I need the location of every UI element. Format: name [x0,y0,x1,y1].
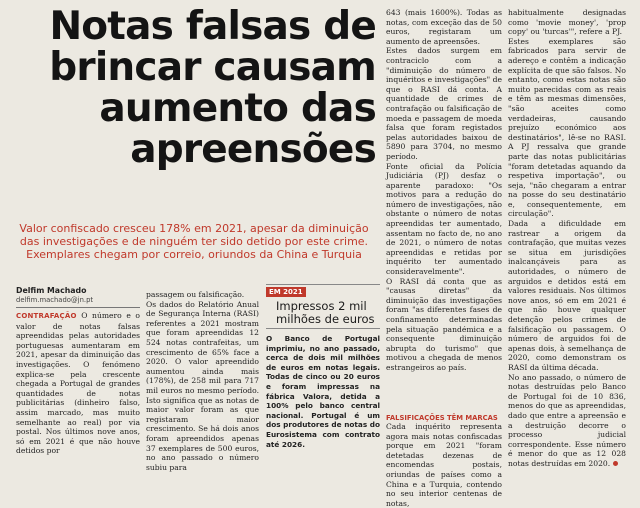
sidebar-body: O Banco de Portugal imprimiu, no ano passado, cerca de dois mil milhões de euros em notas legais. Todas de cinco ou 20 euros e foram impressas na fábrica Valora, detida a 100% pelo banco central nacional. Portugal é um dos produtores de notas do Eurosistema com contrato até 2026. [266,334,380,449]
column-1-text [16,311,140,456]
lead-paragraph: Valor confiscado cresceu 178% em 2021, apesar da diminuição das investigações e de ninguém ter sido detido por este crime. Exemplares chegam por correio, oriundos da China e Turquia [19,222,369,261]
column-3-body-continued: Cada inquérito representa agora mais notas confiscadas porque em 2021 "foram detetadas dezenas de encomendas postais, oriundas de países como a China e a Turquia, contendo no seu interior centenas de notas, [386,422,502,508]
column-2-body: passagem ou falsificação. Os dados do Relatório Anual de Segurança Interna (RASI) referentes a 2021 mostram que foram apreendidas 12 524 notas contrafeitas, um crescimento de 65% face a 2020. O valor apreendido aumentou ainda mais (178%), de 258 mil para 717 mil euros no mesmo período. Isto significa que as notas de maior valor foram as que registaram maior crescimento. Se há dois anos foram apreendidos apenas 37 exemplares de 500 euros, no ano passado o número subiu para [146,290,259,472]
headline-line-4: apreensões [130,127,376,172]
article-column-3 [386,8,502,508]
article-column-2 [146,290,259,487]
article-column-1 [16,311,140,487]
headline-line-1: Notas falsas de [49,4,376,49]
sidebar-title: Impressos 2 mil milhões de euros [276,299,375,326]
column-4-text [508,8,626,469]
headline-line-2: brincar causam [49,45,376,90]
section-tag: CONTRAFAÇÃO [16,312,77,320]
article-column-4 [508,8,626,486]
byline-divider [16,307,140,308]
headline-line-3: aumento das [99,86,376,131]
sidebar-top-rule [266,284,380,285]
sidebar-box [266,284,380,480]
end-of-article-icon [613,461,618,466]
sidebar-label: EM 2021 [266,287,306,297]
column-4-body: habitualmente designadas como 'movie money', 'prop copy' ou 'turcas'", refere a PJ. Estes exemplares são fabricados para servir de adereço e contêm a indicação explícita de que são falsos. No entanto, como estas notas são muito parecidas com as reais e têm as mesmas dimensões, "são aceites como verdadeiras, causando prejuízo económico aos destinatários", lê-se no RASI. A PJ ressalva que grande parte das notas publicitárias "foram detetadas aquando da respetiva importação", ou seja, "não chegaram a entrar na posse do seu destinatário e, consequentemente, em circulação". Dada a dificuldade em rastrear a origem da contrafação, que muitas vezes se situa em jurisdições inalcançáveis para as autoridades, o número de arguidos e detidos está em valores residuais. Nos últimos nove anos, só em em 2021 é que não houve qualquer detenção pelos crimes de falsificação ou passagem. O número de arguidos foi de apenas dois, à semelhança de 2020, como demonstram os RASI da última década. No ano passado, o número de notas destruídas pelo Banco de Portugal foi de 10 836, menos do que as apreendidas, dado que entre a apreensão e a destruição decorre o processo judicial correspondente. Esse número é menor do que as 12 028 notas destruídas em 2020. [508,8,626,468]
sidebar-divider [266,328,380,329]
headline [16,6,376,170]
crosshead: FALSIFICAÇÕES TÊM MARCAS [386,414,498,422]
column-3-body: 643 (mais 1600%). Todas as notas, com exceção das de 50 euros, registaram um aumento de apreensões. Estes dados surgem em contraciclo com a "diminuição do número de inquéritos e investigações" de que o RASI dá conta. A quantidade de crimes de contrafação ou falsificação de moeda e passagem de moeda falsa que foram registados pelas autoridades baixou de 5890 para 3704, no mesmo período. Fonte oficial da Polícia Judiciária (PJ) desfaz o aparente paradoxo: "Os motivos para a redução do número de investigações, não obstante o número de notas apreendidas ter aumentado, assentam no facto de, no ano de 2021, o número de notas apreendidas e retidas por inquérito ter aumentado consideravelmente". O RASI dá conta que as "causas diretas" da diminuição das investigações foram "as diferentes fases de confinamento determinadas pela situação pandémica e a consequente diminuição abrupta do turismo" que motivou a chegada de menos estrangeiros ao país. [386,8,502,372]
byline-author: Delfim Machado [16,286,87,295]
byline-email[interactable]: delfim.machado@jn.pt [16,296,94,304]
column-1-body: O número e o valor de notas falsas apreendidas pelas autoridades portuguesas aumentaram em 2021, apesar da diminuição das investigações. O fenómeno explica-se pela crescente chegada a Portugal de grandes quantidades de notas publicitárias (dinheiro falso, assim marcado, mas muito semelhante ao real) por via postal. Nos últimos nove anos, só em 2021 é que não houve detidos por [16,311,140,456]
byline [16,286,146,304]
